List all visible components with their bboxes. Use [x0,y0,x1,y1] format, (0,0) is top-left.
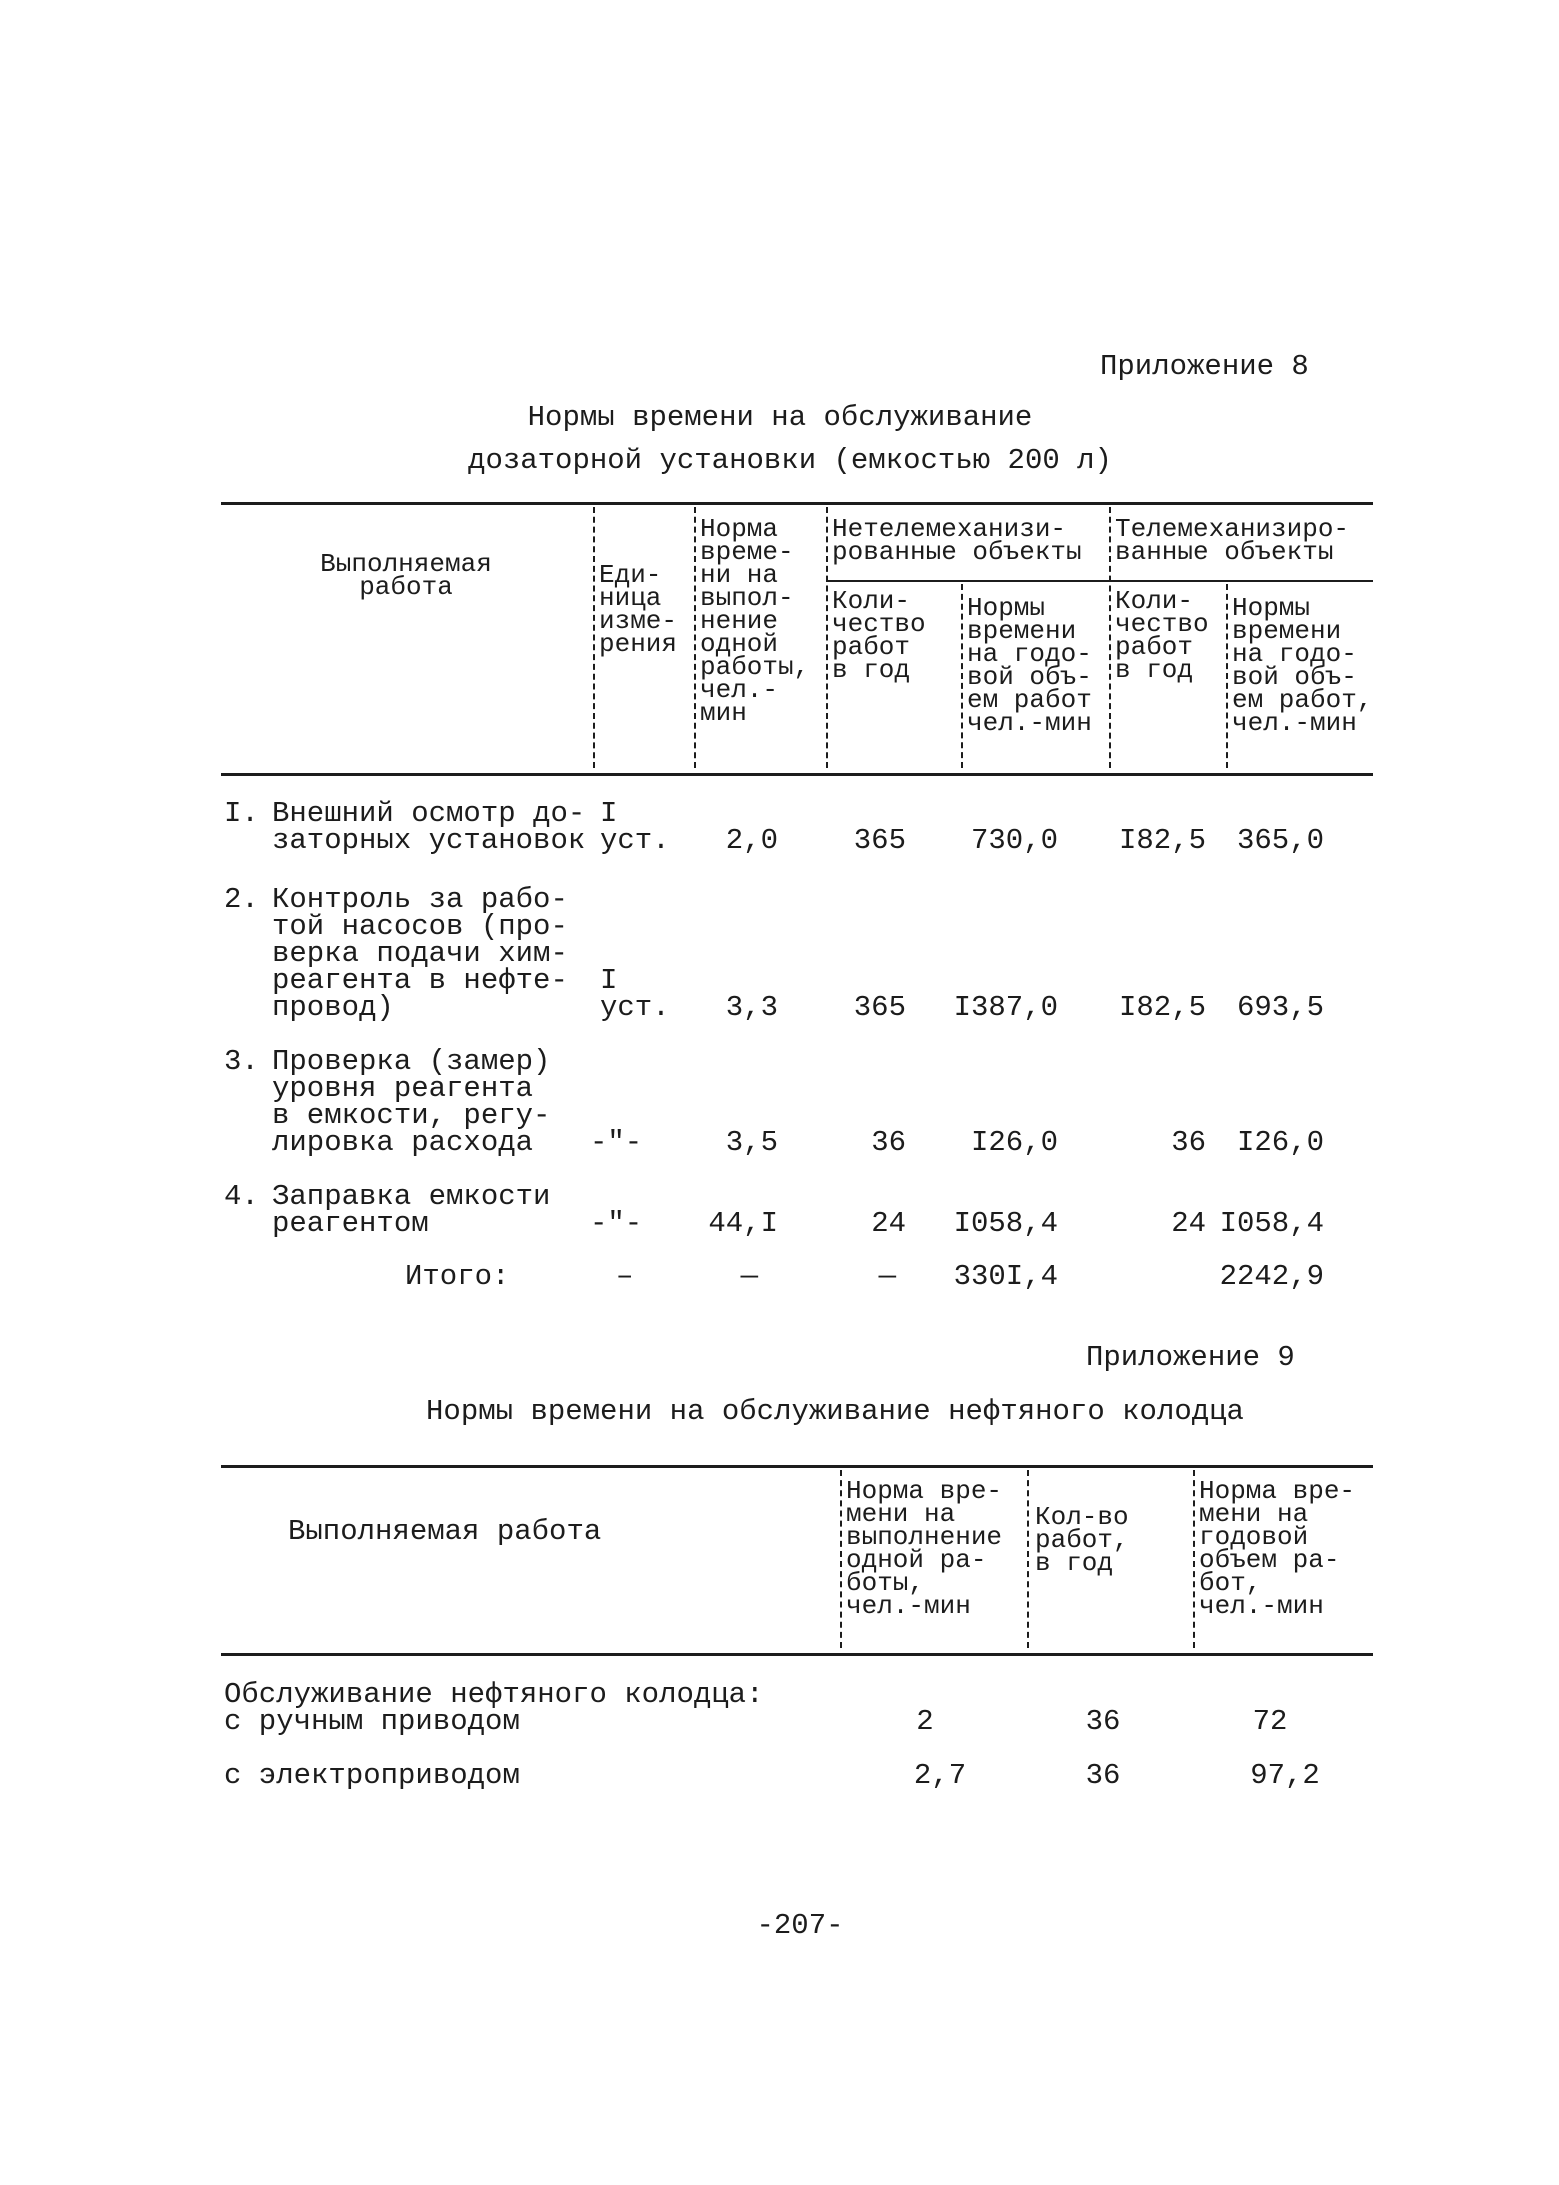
row-annual-nontelemech: 730,0 [970,824,1058,857]
page-number: -207- [756,1909,844,1942]
row-qty: 36 [1085,1705,1121,1738]
row-norm: 2 [916,1705,934,1738]
total-annual-nontelemech: 330I,4 [953,1260,1058,1293]
row-work: Проверка (замер) уровня реагента в емкости, регу- лировка расхода [272,1045,551,1159]
row-qty-nontelemech: 24 [871,1207,906,1240]
row-annual: 72 [1252,1705,1288,1738]
row-number: I. [224,797,259,830]
total-unit: – [616,1260,634,1293]
header-unit: Еди- ница изме- рения [599,560,678,659]
row-norm: 2,0 [725,824,778,857]
row-annual-nontelemech: I058,4 [953,1207,1058,1240]
row-unit: I уст. [600,797,670,857]
header-norm-9: Норма вре- мени на выполнение одной ра- боты, чел.-мин [846,1476,1003,1621]
row-work: с ручным приводом [224,1705,520,1738]
row-number: 3. [224,1045,259,1078]
appendix-9-title: Нормы времени на обслуживание нефтяного колодца [426,1395,1244,1428]
row-norm: 3,5 [725,1126,778,1159]
row-annual-telemech: 693,5 [1236,991,1324,1024]
table-8-col-sep [961,584,963,768]
table-8-col-sep [593,507,595,768]
table-9-top-rule [221,1465,1373,1468]
table-9-col-sep [840,1470,842,1648]
table-9-header-rule [221,1653,1373,1656]
total-qty-nontelemech: — [878,1260,896,1293]
row-qty-telemech: 36 [1171,1126,1206,1159]
row-work: Контроль за рабо- той насосов (про- верка подачи хим- реагента в нефте- провод) [272,883,568,1024]
table-8-col-sep [1226,584,1228,768]
row-work: с электроприводом [224,1759,520,1792]
total-norm: — [740,1260,758,1293]
table-8-header-rule [221,773,1373,776]
row-unit: I уст. [600,964,670,1024]
row-annual-telemech: I26,0 [1236,1126,1324,1159]
total-label: Итого: [405,1260,510,1293]
table-8-col-sep [694,507,696,768]
header-annual-nontelemech: Нормы времени на годо- вой объ- ем работ чел.-мин [967,593,1092,738]
row-qty-telemech: I82,5 [1118,991,1206,1024]
row-unit: -"- [590,1207,643,1240]
header-annual-9: Норма вре- мени на годовой объем ра- бот, чел.-мин [1199,1476,1356,1621]
table-8-col-sep [1109,507,1111,768]
row-norm: 3,3 [725,991,778,1024]
header-group-telemech: Телемеханизиро- ванные объекты [1115,514,1350,567]
row-qty: 36 [1085,1759,1121,1792]
table-8-top-rule [221,502,1373,505]
row-annual: 97,2 [1250,1759,1320,1792]
appendix-8-title-line1: Нормы времени на обслуживание [527,401,1033,434]
row-annual-nontelemech: I26,0 [970,1126,1058,1159]
table-8-group-rule [826,580,1373,582]
header-group-nontelemech: Нетелемеханизи- рованные объекты [832,514,1082,567]
row-annual-telemech: I058,4 [1219,1207,1324,1240]
row-annual-nontelemech: I387,0 [953,991,1058,1024]
row-qty-nontelemech: 365 [853,824,906,857]
header-annual-telemech: Нормы времени на годо- вой объ- ем работ, чел.-мин [1232,593,1373,738]
row-norm: 2,7 [913,1759,967,1792]
header-qty-nontelemech: Коли- чество работ в год [832,586,926,685]
header-qty-9: Кол-во работ, в год [1035,1502,1129,1578]
group-label: Обслуживание нефтяного колодца: [224,1678,764,1711]
row-qty-nontelemech: 36 [871,1126,906,1159]
row-norm: 44,I [708,1207,778,1240]
row-qty-telemech: I82,5 [1118,824,1206,857]
header-work-9: Выполняемая работа [288,1515,602,1548]
row-unit: -"- [590,1126,643,1159]
row-qty-nontelemech: 365 [853,991,906,1024]
row-annual-telemech: 365,0 [1236,824,1324,857]
appendix-8-label: Приложение 8 [1100,350,1309,383]
appendix-8-title-line2: дозаторной установки (емкостью 200 л) [468,444,1112,477]
row-work: Заправка емкости реагентом [272,1180,551,1240]
appendix-9-label: Приложение 9 [1086,1341,1295,1374]
row-number: 4. [224,1180,259,1213]
row-qty-telemech: 24 [1171,1207,1206,1240]
total-annual-telemech: 2242,9 [1219,1260,1324,1293]
table-9-col-sep [1027,1470,1029,1648]
header-norm: Норма време- ни на выпол- нение одной работы, чел.- мин [700,514,810,728]
row-work: Внешний осмотр до- заторных установок [272,797,586,857]
table-9-col-sep [1193,1470,1195,1648]
header-work: Выполняемая работа [320,549,492,602]
row-number: 2. [224,883,259,916]
table-8-col-sep [826,507,828,768]
header-qty-telemech: Коли- чество работ в год [1115,586,1209,685]
